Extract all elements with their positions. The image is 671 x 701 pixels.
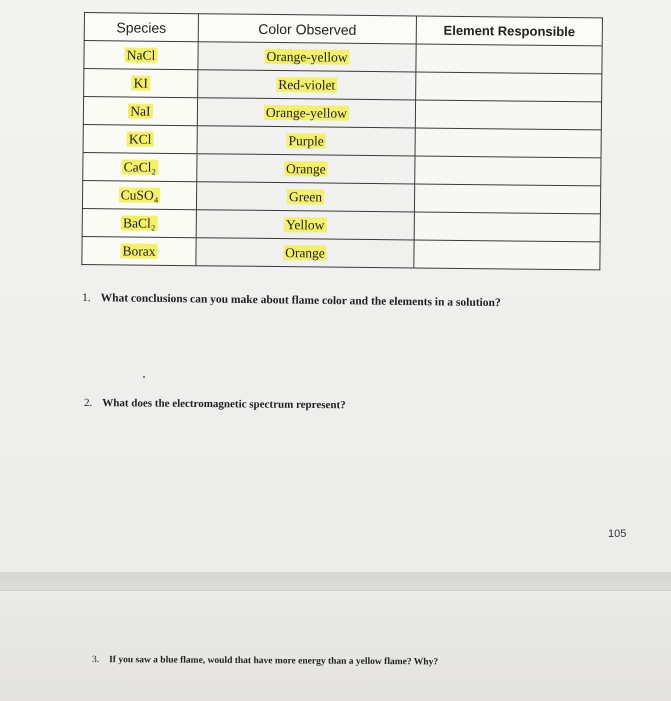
species-cell [82,208,196,237]
species-label: KI [133,75,148,91]
color-label: Yellow [286,216,325,233]
color-label: Orange-yellow [265,104,348,121]
species-cell [82,236,196,265]
header-color-observed: Color Observed [198,14,416,44]
color-label: Orange [285,160,326,177]
color-cell [196,238,414,268]
species-label: CaCl₂ [123,158,157,175]
element-answer-cell[interactable] [415,128,601,158]
next-page [0,590,671,701]
flame-test-table-wrapper [81,12,604,287]
color-label: Red-violet [278,76,336,93]
color-cell [198,42,416,72]
color-cell [196,182,414,212]
color-label: Orange [285,244,325,261]
element-answer-cell[interactable] [415,156,601,186]
question-number: 2. [83,397,93,410]
species-cell [82,180,196,209]
species-cell [83,124,197,153]
color-cell [198,70,416,100]
question-1 [82,292,501,309]
species-cell [84,41,198,70]
species-label: BaCl₂ [122,214,156,231]
flame-test-table [81,12,603,270]
species-cell [83,97,197,126]
species-cell [83,152,197,181]
element-answer-cell[interactable] [415,100,601,130]
color-label: Green [289,188,323,205]
element-answer-cell[interactable] [414,240,600,270]
species-label: KCl [128,130,152,147]
species-label: NaCl [126,46,156,63]
color-cell [197,98,415,128]
page-gap [0,572,671,590]
element-answer-cell[interactable] [414,184,600,214]
question-number: 1. [81,292,91,305]
question-text: What does the electromagnetic spectrum represent? [102,397,346,412]
element-answer-cell[interactable] [416,72,602,102]
species-label: CuSO₄ [120,186,159,203]
color-label: Purple [288,132,324,149]
header-species: Species [84,13,198,42]
table-row [82,236,600,269]
species-cell [84,69,198,98]
page-number: 105 [608,528,627,540]
element-answer-cell[interactable] [416,44,602,74]
color-label: Orange-yellow [266,48,348,65]
question-2 [84,397,346,411]
color-cell [196,210,414,240]
color-cell [197,126,415,156]
element-answer-cell[interactable] [414,212,600,242]
question-text: If you saw a blue flame, would that have more energy than a yellow flame? Why? [109,655,439,668]
color-cell [197,154,415,184]
header-element-responsible: Element Responsible [416,16,602,46]
question-number: 3. [91,655,100,666]
species-label: Borax [122,242,156,259]
stray-pen-mark [143,376,145,378]
question-text: What conclusions can you make about flame color and the elements in a solution? [100,292,501,310]
species-label: NaI [130,102,151,119]
